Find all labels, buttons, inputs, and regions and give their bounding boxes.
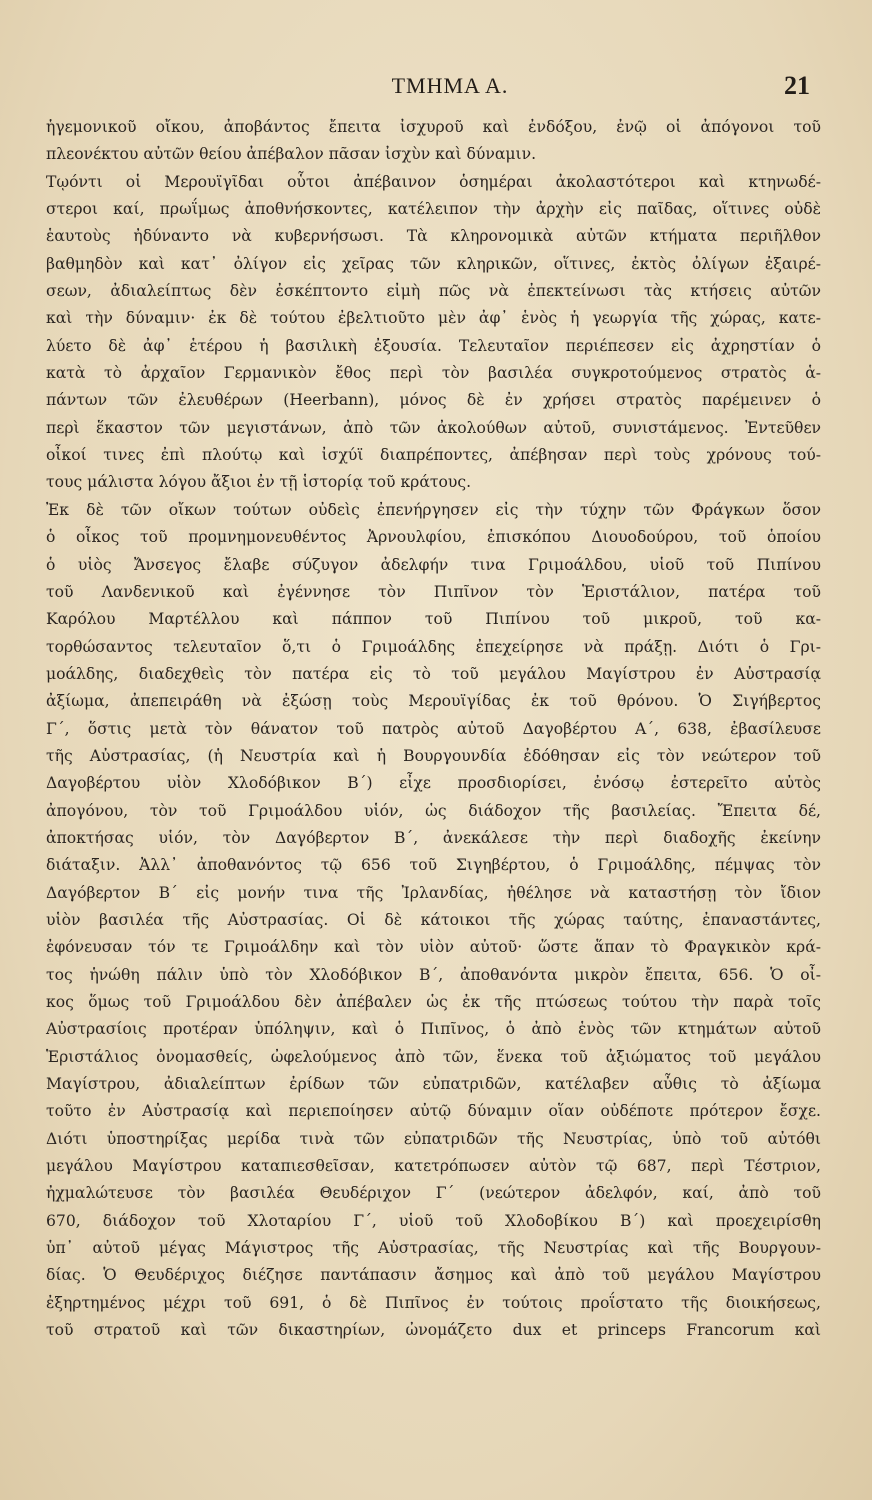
- text-line: πάντων τῶν ἐλευθέρων (Heerbann), μόνος δὲ ἐν χρήσει στρατὸς παρέμεινεν ὁ: [46, 391, 821, 410]
- text-line: μοάλδης, διαδεχθεὶς τὸν πατέρα εἰς τὸ τοῦ μεγάλου Μαγίστρου ἐν Αὐστρασίᾳ: [46, 664, 821, 683]
- text-line: ἠχμαλώτευσε τὸν βασιλέα Θευδέριχον Γ΄ (νεώτερον ἀδελφόν, καί, ἀπὸ τοῦ: [46, 1184, 821, 1203]
- text-line: σεων, ἀδιαλείπτως δὲν ἐσκέπτοντο εἰμὴ πῶς νὰ ἐπεκτείνωσι τὰς κτήσεις αὐτῶν: [46, 282, 821, 301]
- text-line: ὁ οἶκος τοῦ προμνημονευθέντος Ἀρνουλφίου, ἐπισκόπου Διουοδούρου, τοῦ ὁποίου: [46, 528, 821, 547]
- page-number: 21: [784, 71, 810, 100]
- text-line: βαθμηδὸν καὶ κατ᾽ ὀλίγον εἰς χεῖρας τῶν κληρικῶν, οἵτινες, ἐκτὸς ὀλίγων ἐξαιρέ-: [46, 254, 821, 273]
- text-line: τοῦ Λανδενικοῦ καὶ ἐγέννησε τὸν Πιπῖνον τὸν Ἑριστάλιον, πατέρα τοῦ: [46, 582, 821, 601]
- section-title: ΤΜΗΜΑ Α.: [391, 73, 509, 98]
- text-line: λύετο δὲ ἀφ᾽ ἑτέρου ἡ βασιλικὴ ἐξουσία. Τελευταῖον περιέπεσεν εἰς ἀχρηστίαν ὁ: [46, 336, 821, 355]
- text-line: [46, 1344, 821, 1371]
- text-line: οἶκοί τινες ἐπὶ πλούτῳ καὶ ἰσχύϊ διαπρέποντες, ἀπέβησαν περὶ τοὺς χρόνους τού-: [46, 446, 821, 465]
- text-line: περὶ ἕκαστον τῶν μεγιστάνων, ἀπὸ τῶν ἀκολούθων αὐτοῦ, συνιστάμενος. Ἐντεῦθεν: [46, 418, 821, 437]
- text-line: ὁ υἱὸς Ἄνσεγος ἔλαβε σύζυγον ἀδελφήν τινα Γριμοάλδου, υἱοῦ τοῦ Πιπίνου: [46, 555, 821, 574]
- text-line: τοῦτο ἐν Αὐστρασίᾳ καὶ περιεποίησεν αὐτῷ δύναμιν οἵαν οὐδέποτε πρότερον ἔσχε.: [46, 1102, 821, 1121]
- text-line: Τῳόντι οἱ Μερουϊγῖδαι οὗτοι ἀπέβαινον ὁσημέραι ἀκολαστότεροι καὶ κτηνωδέ-: [46, 172, 821, 191]
- text-line: ἐξηρτημένος μέχρι τοῦ 691, ὁ δὲ Πιπῖνος ἐν τούτοις προΐστατο τῆς διοικήσεως,: [46, 1293, 821, 1312]
- text-line: ἡγεμονικοῦ οἴκου, ἀποβάντος ἔπειτα ἰσχυροῦ καὶ ἐνδόξου, ἐνῷ οἱ ἀπόγονοι τοῦ: [46, 118, 821, 136]
- text-line: ὑπ᾽ αὐτοῦ μέγας Μάγιστρος τῆς Αὐστρασίας, τῆς Νευστρίας καὶ τῆς Βουργουν-: [46, 1239, 821, 1258]
- text-line: ἐφόνευσαν τόν τε Γριμοάλδην καὶ τὸν υἱὸν αὐτοῦ· ὥστε ἅπαν τὸ Φραγκικὸν κρά-: [46, 938, 821, 957]
- text-line: Δαγοβέρτου υἱὸν Χλοδόβικον Β΄) εἶχε προσδιορίσει, ἐνόσῳ ἐστερεῖτο αὐτὸς: [46, 774, 821, 793]
- text-line: Ἐκ δὲ τῶν οἴκων τούτων οὐδεὶς ἐπενήργησεν εἰς τὴν τύχην τῶν Φράγκων ὅσον: [46, 500, 821, 519]
- text-line: τῆς Αὐστρασίας, (ἡ Νευστρία καὶ ἡ Βουργουνδία ἐδόθησαν εἰς τὸν νεώτερον τοῦ: [46, 746, 821, 765]
- text-line: τορθώσαντος τελευταῖον ὅ,τι ὁ Γριμοάλδης ἐπεχείρησε νὰ πράξῃ. Διότι ὁ Γρι-: [46, 637, 821, 656]
- body-text: [46, 114, 821, 1372]
- text-line: ἑαυτοὺς ἠδύναντο νὰ κυβερνήσωσι. Τὰ κληρονομικὰ αὐτῶν κτήματα περιῆλθον: [46, 227, 821, 246]
- text-line: 670, διάδοχον τοῦ Χλοταρίου Γ΄, υἱοῦ τοῦ Χλοδοβίκου Β΄) καὶ προεχειρίσθη: [46, 1211, 821, 1230]
- text-line: καὶ τὴν δύναμιν· ἐκ δὲ τούτου ἐβελτιοῦτο μὲν ἀφ᾽ ἑνὸς ἡ γεωργία τῆς χώρας, κατε-: [46, 309, 821, 328]
- text-line: μεγάλου Μαγίστρου καταπιεσθεῖσαν, κατετρόπωσεν αὐτὸν τῷ 687, περὶ Τέστριον,: [46, 1157, 821, 1176]
- text-line: διάταξιν. Ἀλλ᾽ ἀποθανόντος τῷ 656 τοῦ Σιγηβέρτου, ὁ Γριμοάλδης, πέμψας τὸν: [46, 856, 821, 875]
- text-line: υἱὸν βασιλέα τῆς Αὐστρασίας. Οἱ δὲ κάτοικοι τῆς χώρας ταύτης, ἐπαναστάντες,: [46, 910, 821, 929]
- text-line: τοῦ στρατοῦ καὶ τῶν δικαστηρίων, ὠνομάζετο dux et princeps Francorum καὶ: [46, 1321, 821, 1340]
- text-line: Μαγίστρου, ἀδιαλείπτων ἐρίδων τῶν εὐπατριδῶν, κατέλαβεν αὖθις τὸ ἀξίωμα: [46, 1075, 821, 1094]
- text-line: Αὐστρασίοις προτέραν ὑπόληψιν, καὶ ὁ Πιπῖνος, ὁ ἀπὸ ἑνὸς τῶν κτημάτων αὐτοῦ: [46, 1020, 821, 1039]
- text-line: ἀξίωμα, ἀπεπειράθη νὰ ἐξώσῃ τοὺς Μερουϊγίδας ἐκ τοῦ θρόνου. Ὁ Σιγήβερτος: [46, 692, 821, 711]
- text-line: Καρόλου Μαρτέλλου καὶ πάππον τοῦ Πιπίνου τοῦ μικροῦ, τοῦ κα-: [46, 610, 821, 629]
- text-line: πλεονέκτου αὐτῶν θείου ἀπέβαλον πᾶσαν ἰσχὺν καὶ δύναμιν.: [46, 145, 537, 164]
- text-line: κατὰ τὸ ἀρχαῖον Γερμανικὸν ἔθος περὶ τὸν βασιλέα συγκροτούμενος στρατὸς ἁ-: [46, 364, 821, 383]
- text-line: κος ὅμως τοῦ Γριμοάλδου δὲν ἀπέβαλεν ὡς ἐκ τῆς πτώσεως τούτου τὴν παρὰ τοῖς: [46, 993, 821, 1011]
- text-line: τους μάλιστα λόγου ἄξιοι ἐν τῇ ἱστορίᾳ τοῦ κράτους.: [46, 473, 472, 492]
- text-line: Δαγόβερτον Β΄ εἰς μονήν τινα τῆς Ἰρλανδίας, ἠθέλησε νὰ καταστήσῃ τὸν ἴδιον: [46, 883, 821, 902]
- text-line: Ἑριστάλιος ὀνομασθείς, ὠφελούμενος ἀπὸ τῶν, ἕνεκα τοῦ ἀξιώματος τοῦ μεγάλου: [46, 1047, 821, 1066]
- text-line: ἀπογόνου, τὸν τοῦ Γριμοάλδου υἱόν, ὡς διάδοχον τῆς βασιλείας. Ἔπειτα δέ,: [46, 801, 821, 820]
- text-line: στεροι καί, πρωΐμως ἀποθνήσκοντες, κατέλειπον τὴν ἀρχὴν εἰς παῖδας, οἵτινες οὐδὲ: [46, 200, 821, 219]
- text-line: Διότι ὑποστηρίξας μερίδα τινὰ τῶν εὐπατριδῶν τῆς Νευστρίας, ὑπὸ τοῦ αὐτόθι: [46, 1129, 821, 1148]
- running-head: [0, 66, 872, 106]
- text-line: δίας. Ὁ Θευδέριχος διέζησε παντάπασιν ἄσημος καὶ ἀπὸ τοῦ μεγάλου Μαγίστρου: [46, 1266, 821, 1285]
- text-line: ἀποκτήσας υἱόν, τὸν Δαγόβερτον Β΄, ἀνεκάλεσε τὴν περὶ διαδοχῆς ἐκείνην: [46, 828, 821, 847]
- text-line: τος ἡνώθη πάλιν ὑπὸ τὸν Χλοδόβικον Β΄, ἀποθανόντα μικρὸν ἔπειτα, 656. Ὁ οἶ-: [46, 965, 821, 984]
- text-line: Γ΄, ὅστις μετὰ τὸν θάνατον τοῦ πατρὸς αὐτοῦ Δαγοβέρτου Α΄, 638, ἐβασίλευσε: [46, 719, 821, 738]
